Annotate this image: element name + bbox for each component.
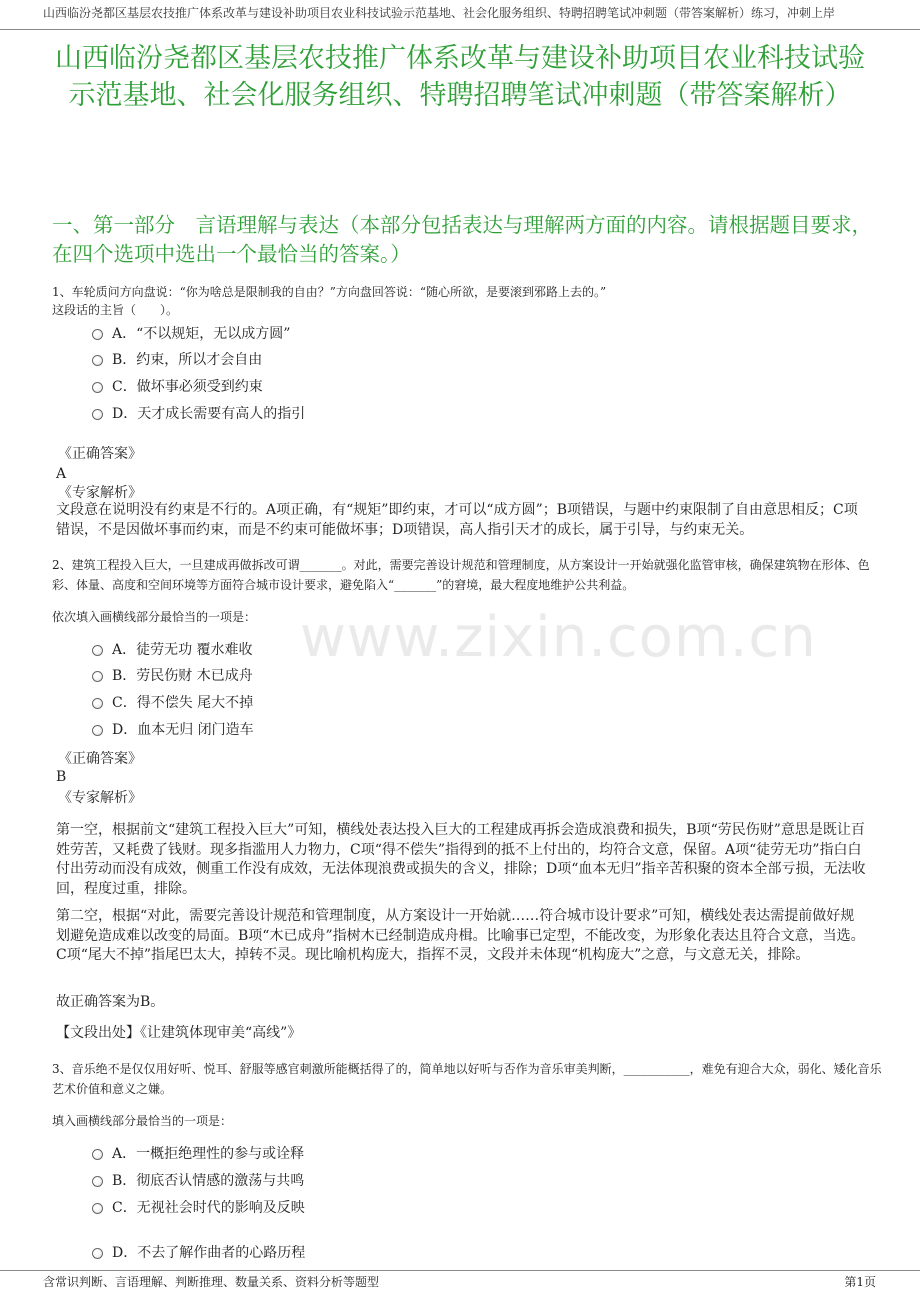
- radio-icon[interactable]: [92, 1203, 103, 1214]
- expert-analysis-label: 《专家解析》: [58, 485, 142, 501]
- question-2-stem: 2、建筑工程投入巨大，一旦建成再做拆改可谓_______。对此，需要完善设计规范和管理制度，从方案设计一开始就强化监管审核，确保建筑物在形体、色彩、体量、高度和空间环境等方面符合城市设计要求，避免陷入“_______”的窘境，最大程度地维护公共利益。: [52, 558, 870, 592]
- option-label: C．无视社会时代的影响及反映: [112, 1200, 305, 1216]
- radio-icon[interactable]: [92, 329, 103, 340]
- question-1-stem: 1、车轮质问方向盘说：“你为啥总是限制我的自由？”方向盘回答说：“随心所欲，是要滚到邪路上去的。”: [52, 285, 607, 299]
- q2-option-c[interactable]: [92, 693, 792, 713]
- option-label: C．做坏事必须受到约束: [112, 379, 263, 395]
- q3-option-a[interactable]: [92, 1144, 792, 1164]
- q1-option-d[interactable]: [92, 404, 792, 424]
- radio-icon[interactable]: [92, 1248, 103, 1259]
- q2-analysis-para-2: 第二空，根据“对此，需要完善设计规范和管理制度，从方案设计一开始就……符合城市设计要求”可知，横线处表达需提前做好规划避免造成难以改变的局面。B项“木已成舟”指树木已经制造成舟楫。比喻事已定型，不能改变，为形象化表达且符合文意，当选。C项“尾大不掉”指尾巴太大，掉转不灵。现比喻机构庞大，指挥不灵，文段并未体现“机构庞大”之意，与文意无关，排除。: [56, 908, 865, 963]
- section-heading: 一、第一部分 言语理解与表达（本部分包括表达与理解两方面的内容。请根据题目要求，在四个选项中选出一个最恰当的答案。）: [52, 213, 872, 266]
- q3-option-c[interactable]: [92, 1198, 792, 1218]
- radio-icon[interactable]: [92, 645, 103, 656]
- question-3-stem: 3、音乐绝不是仅仅用好听、悦耳、舒服等感官刺激所能概括得了的，简单地以好听与否作为音乐审美判断，___________，难免有迎合大众，弱化、矮化音乐艺术价值和意义之嫌。: [52, 1062, 882, 1096]
- page-number: 第1页: [844, 1275, 876, 1289]
- radio-icon[interactable]: [92, 698, 103, 709]
- option-label: A．一概拒绝理性的参与或诠释: [112, 1146, 305, 1162]
- option-label: B．约束，所以才会自由: [112, 352, 263, 368]
- q1-answer: A: [56, 466, 67, 482]
- correct-answer-label: 《正确答案》: [58, 751, 142, 767]
- q1-analysis: 文段意在说明没有约束是不行的。A项正确，有“规矩”即约束，才可以“成方圆”；B项错误，与题中约束限制了自由意思相反；C项错误，不是因做坏事而约束，而是不约束可能做坏事；D项错误，高人指引天才的成长，属于引导，与约束无关。: [56, 502, 858, 538]
- option-label: D．天才成长需要有高人的指引: [112, 406, 306, 422]
- q2-analysis-conclusion: 故正确答案为B。: [56, 994, 165, 1010]
- radio-icon[interactable]: [92, 1176, 103, 1187]
- radio-icon[interactable]: [92, 382, 103, 393]
- page-header: 山西临汾尧都区基层农技推广体系改革与建设补助项目农业科技试验示范基地、社会化服务组织、特聘招聘笔试冲刺题（带答案解析）练习，冲刺上岸: [0, 0, 920, 30]
- q2-answer: B: [56, 769, 67, 785]
- page-footer: [0, 1270, 920, 1302]
- radio-icon[interactable]: [92, 725, 103, 736]
- correct-answer-label: 《正确答案》: [58, 446, 142, 462]
- radio-icon[interactable]: [92, 355, 103, 366]
- question-3-prompt: 填入画横线部分最恰当的一项是：: [52, 1114, 233, 1128]
- option-label: A．徒劳无功 覆水难收: [112, 642, 253, 658]
- option-label: A．“不以规矩，无以成方圆”: [112, 326, 291, 342]
- option-label: D．血本无归 闭门造车: [112, 722, 254, 738]
- option-label: B．劳民伤财 木已成舟: [112, 668, 253, 684]
- radio-icon[interactable]: [92, 671, 103, 682]
- option-label: B．彻底否认情感的激荡与共鸣: [112, 1173, 305, 1189]
- radio-icon[interactable]: [92, 409, 103, 420]
- q2-option-d[interactable]: [92, 720, 792, 740]
- option-label: C．得不偿失 尾大不掉: [112, 695, 254, 711]
- expert-analysis-label: 《专家解析》: [58, 790, 142, 806]
- watermark: www.zixin.com.cn: [300, 605, 817, 670]
- document-title: 山西临汾尧都区基层农技推广体系改革与建设补助项目农业科技试验示范基地、社会化服务组织、特聘招聘笔试冲刺题（带答案解析）: [55, 43, 865, 111]
- question-2-prompt: 依次填入画横线部分最恰当的一项是：: [52, 610, 257, 624]
- q1-option-b[interactable]: [92, 350, 792, 370]
- q1-option-a[interactable]: [92, 324, 792, 344]
- q3-option-d[interactable]: [92, 1243, 792, 1263]
- q2-analysis-para-1: 第一空，根据前文“建筑工程投入巨大”可知，横线处表达投入巨大的工程建成再拆会造成浪费和损失，B项“劳民伤财”意思是既让百姓劳苦，又耗费了钱财。现多指滥用人力物力，C项“得不偿失”指得到的抵不上付出的，均符合文意，保留。A项“徒劳无功”指白白付出劳动而没有成效，侧重工作没有成效，无法体现浪费或损失的含义，排除；D项“血本无归”指辛苦积聚的资本全部亏损，无法收回，程度过重，排除。: [56, 822, 866, 897]
- radio-icon[interactable]: [92, 1149, 103, 1160]
- option-label: D．不去了解作曲者的心路历程: [112, 1245, 306, 1261]
- footer-description: 含常识判断、言语理解、判断推理、数量关系、资料分析等题型: [43, 1275, 380, 1289]
- q2-option-a[interactable]: [92, 640, 792, 660]
- q1-option-c[interactable]: [92, 377, 792, 397]
- q2-option-b[interactable]: [92, 666, 792, 686]
- question-1-stem-line2: 这段话的主旨（ ）。: [52, 303, 179, 317]
- q3-option-b[interactable]: [92, 1171, 792, 1191]
- q2-source: 【文段出处】《让建筑体现审美“高线”》: [56, 1025, 302, 1041]
